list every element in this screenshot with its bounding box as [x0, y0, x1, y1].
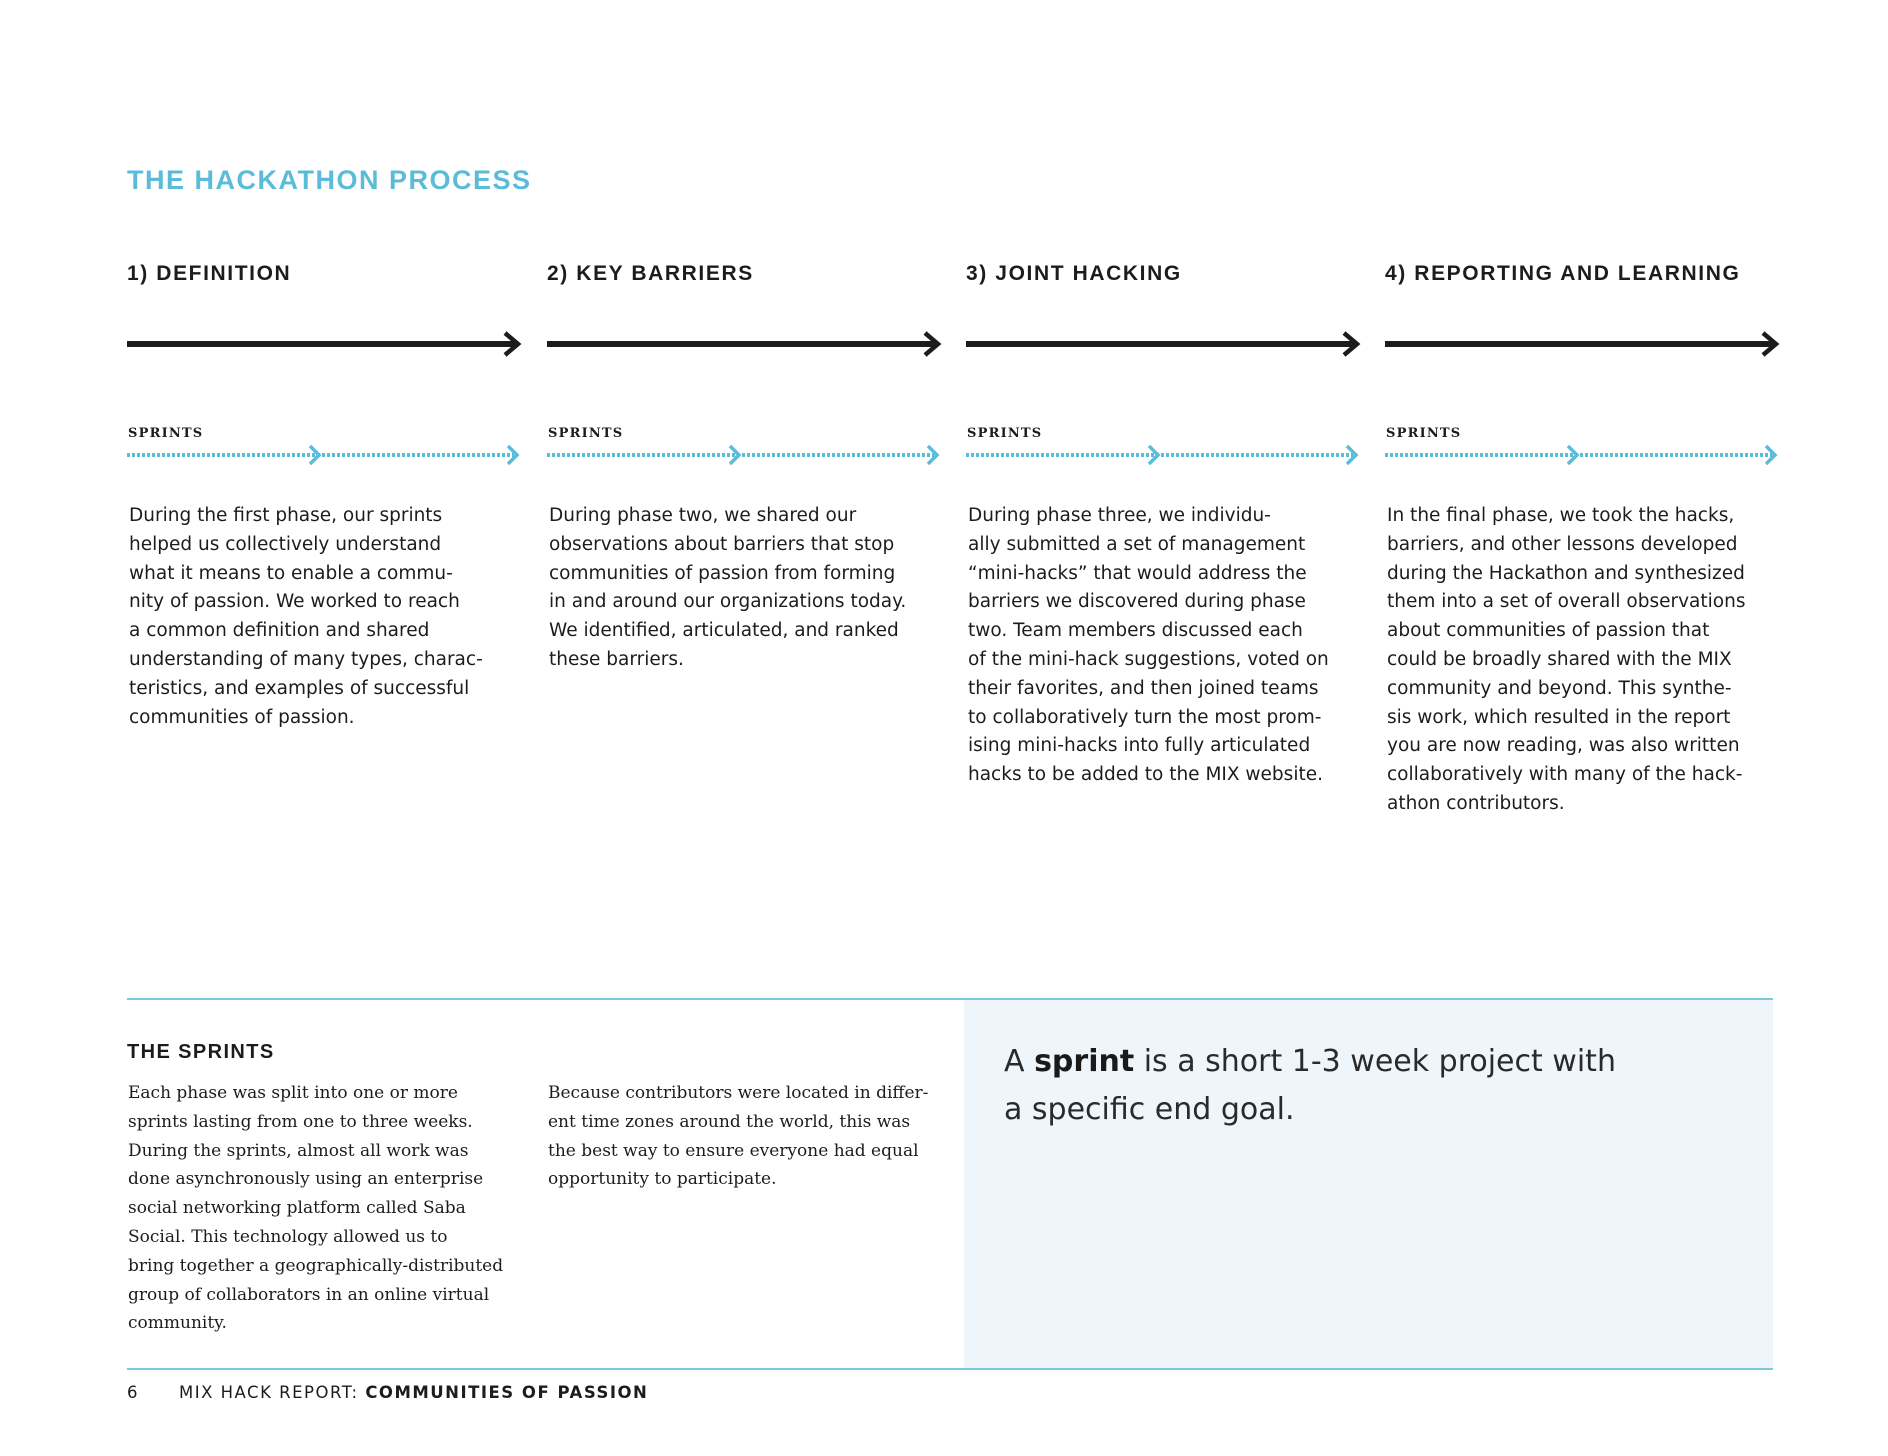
sprint-dotted-arrow-icon: [127, 440, 523, 470]
report-name: MIX HACK REPORT:: [179, 1383, 366, 1402]
phase-arrow-icon: [127, 330, 523, 358]
callout-keyword: sprint: [1034, 1044, 1135, 1079]
phase-arrow-icon: [547, 330, 943, 358]
section-title: THE HACKATHON PROCESS: [127, 165, 532, 195]
phase-description: During the first phase, our sprints helped us collectively understand what it means to enable a commu- nity of passion. We worked to reach a common definition and shared understanding of many types, charac- teristics, and examples of successful communities of passion.: [129, 505, 483, 728]
phase-title: 3) JOINT HACKING: [966, 262, 1182, 285]
sprint-dotted-arrow-icon: [966, 440, 1362, 470]
phase-arrow-icon: [966, 330, 1362, 358]
sprints-label: SPRINTS: [967, 426, 1043, 441]
report-title: COMMUNITIES OF PASSION: [365, 1383, 649, 1402]
sprint-dotted-arrow-icon: [547, 440, 943, 470]
sprints-label: SPRINTS: [548, 426, 624, 441]
phase-title: 1) DEFINITION: [127, 262, 292, 285]
page-number: 6: [127, 1383, 139, 1402]
phase-arrow-icon: [1385, 330, 1781, 358]
phase-column-definition: [127, 262, 527, 728]
phase-column-key-barriers: [547, 262, 947, 670]
phase-column-joint-hacking: [966, 262, 1366, 786]
phase-column-reporting-and-learning: [1385, 262, 1785, 814]
sprints-body-column-2: Because contributors were located in differ- ent time zones around the world, this was the best way to ensure everyone had equal opportunity to participate.: [548, 1083, 929, 1190]
phase-title: 4) REPORTING AND LEARNING: [1385, 262, 1741, 285]
sprints-section-title: THE SPRINTS: [127, 1041, 275, 1063]
phase-description: During phase three, we individu- ally submitted a set of management “mini-hacks” that would address the barriers we discovered during phase two. Team members discussed each of the mini-hack suggestions, voted on their favorites, and then joined teams to collaboratively turn the most prom- ising mini-hacks into fully articulated hacks to be added to the MIX website.: [968, 505, 1329, 786]
callout-prefix: A: [1004, 1044, 1035, 1079]
sprints-body-column-1: Each phase was split into one or more sprints lasting from one to three weeks. During the sprints, almost all work was done asynchronously using an enterprise social networking platform called Saba Social. This technology allowed us to bring together a geographically-distributed group of collaborators in an online virtual community.: [128, 1083, 504, 1334]
sprints-label: SPRINTS: [128, 426, 204, 441]
footer-divider: [127, 1368, 1773, 1370]
sprint-dotted-arrow-icon: [1385, 440, 1781, 470]
callout-definition: [1004, 1038, 1704, 1134]
page-footer: [127, 1383, 648, 1402]
sprints-label: SPRINTS: [1386, 426, 1462, 441]
callout-suffix: is a short 1-3 week project with a specific end goal.: [1004, 1044, 1616, 1127]
phase-description: During phase two, we shared our observations about barriers that stop communities of passion from forming in and around our organizations today. We identified, articulated, and ranked these barriers.: [549, 505, 907, 670]
phase-title: 2) KEY BARRIERS: [547, 262, 754, 285]
phase-description: In the final phase, we took the hacks, barriers, and other lessons developed during the Hackathon and synthesized them into a set of overall observations about communities of passion that could be broadly shared with the MIX community and beyond. This synthe- sis work, which resulted in the report you are now reading, was also written collaboratively with many of the hack- athon contributors.: [1387, 505, 1746, 814]
